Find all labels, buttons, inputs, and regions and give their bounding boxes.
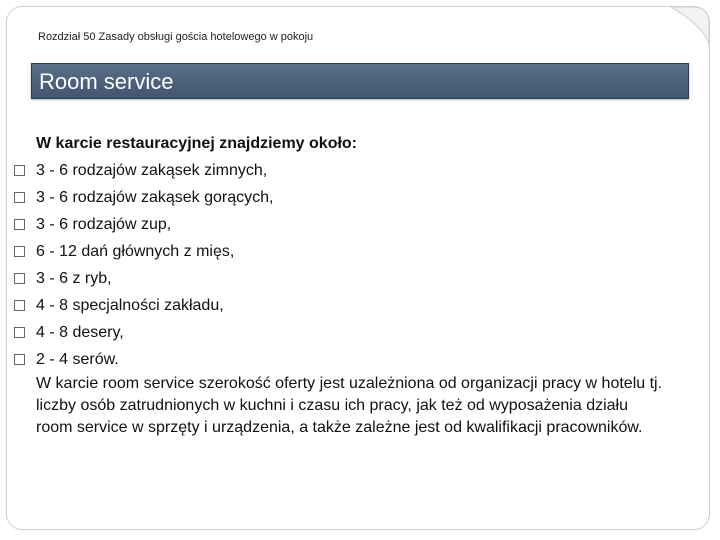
list-item-text: 4 - 8 specjalności zakładu, bbox=[36, 297, 224, 314]
list-item-text: 3 - 6 rodzajów zup, bbox=[36, 216, 172, 233]
slide-title: Room service bbox=[39, 69, 174, 94]
checkbox-bullet-icon bbox=[14, 327, 25, 338]
list-item bbox=[14, 346, 664, 373]
chapter-heading: Rozdział 50 Zasady obsługi gościa hotelowego w pokoju bbox=[38, 31, 314, 43]
list-item bbox=[14, 157, 664, 184]
checkbox-bullet-icon bbox=[14, 273, 25, 284]
list-item bbox=[14, 265, 664, 292]
list-item-text: 3 - 6 z ryb, bbox=[36, 270, 112, 287]
list-item-text: 4 - 8 desery, bbox=[36, 324, 124, 341]
list-item-text: 6 - 12 dań głównych z mięs, bbox=[36, 243, 235, 260]
title-bar bbox=[31, 63, 689, 99]
checkbox-bullet-icon bbox=[14, 300, 25, 311]
list-item bbox=[14, 319, 664, 346]
body-paragraph: W karcie room service szerokość oferty jest uzależniona od organizacji pracy w hotelu tj. liczby osób zatrudnionych w kuchni i czasu ich pracy, jak też od wyposażenia działu room service w sprzęty i urządzenia, a także zależne jest od kwalifikacji pracowników. bbox=[36, 375, 663, 436]
list-item-text: 2 - 4 serów. bbox=[36, 351, 119, 368]
checkbox-bullet-icon bbox=[14, 246, 25, 257]
list-item-text: 3 - 6 rodzajów zakąsek gorących, bbox=[36, 189, 274, 206]
intro-text: W karcie restauracyjnej znajdziemy około: bbox=[36, 135, 358, 152]
list-item bbox=[14, 211, 664, 238]
page-curl-icon bbox=[671, 7, 709, 45]
list-item-text: 3 - 6 rodzajów zakąsek zimnych, bbox=[36, 162, 268, 179]
slide-content bbox=[14, 130, 664, 439]
list-item bbox=[14, 238, 664, 265]
list-item bbox=[14, 292, 664, 319]
checkbox-bullet-icon bbox=[14, 165, 25, 176]
checkbox-bullet-icon bbox=[14, 354, 25, 365]
list-item bbox=[14, 184, 664, 211]
checkbox-bullet-icon bbox=[14, 219, 25, 230]
checkbox-bullet-icon bbox=[14, 192, 25, 203]
